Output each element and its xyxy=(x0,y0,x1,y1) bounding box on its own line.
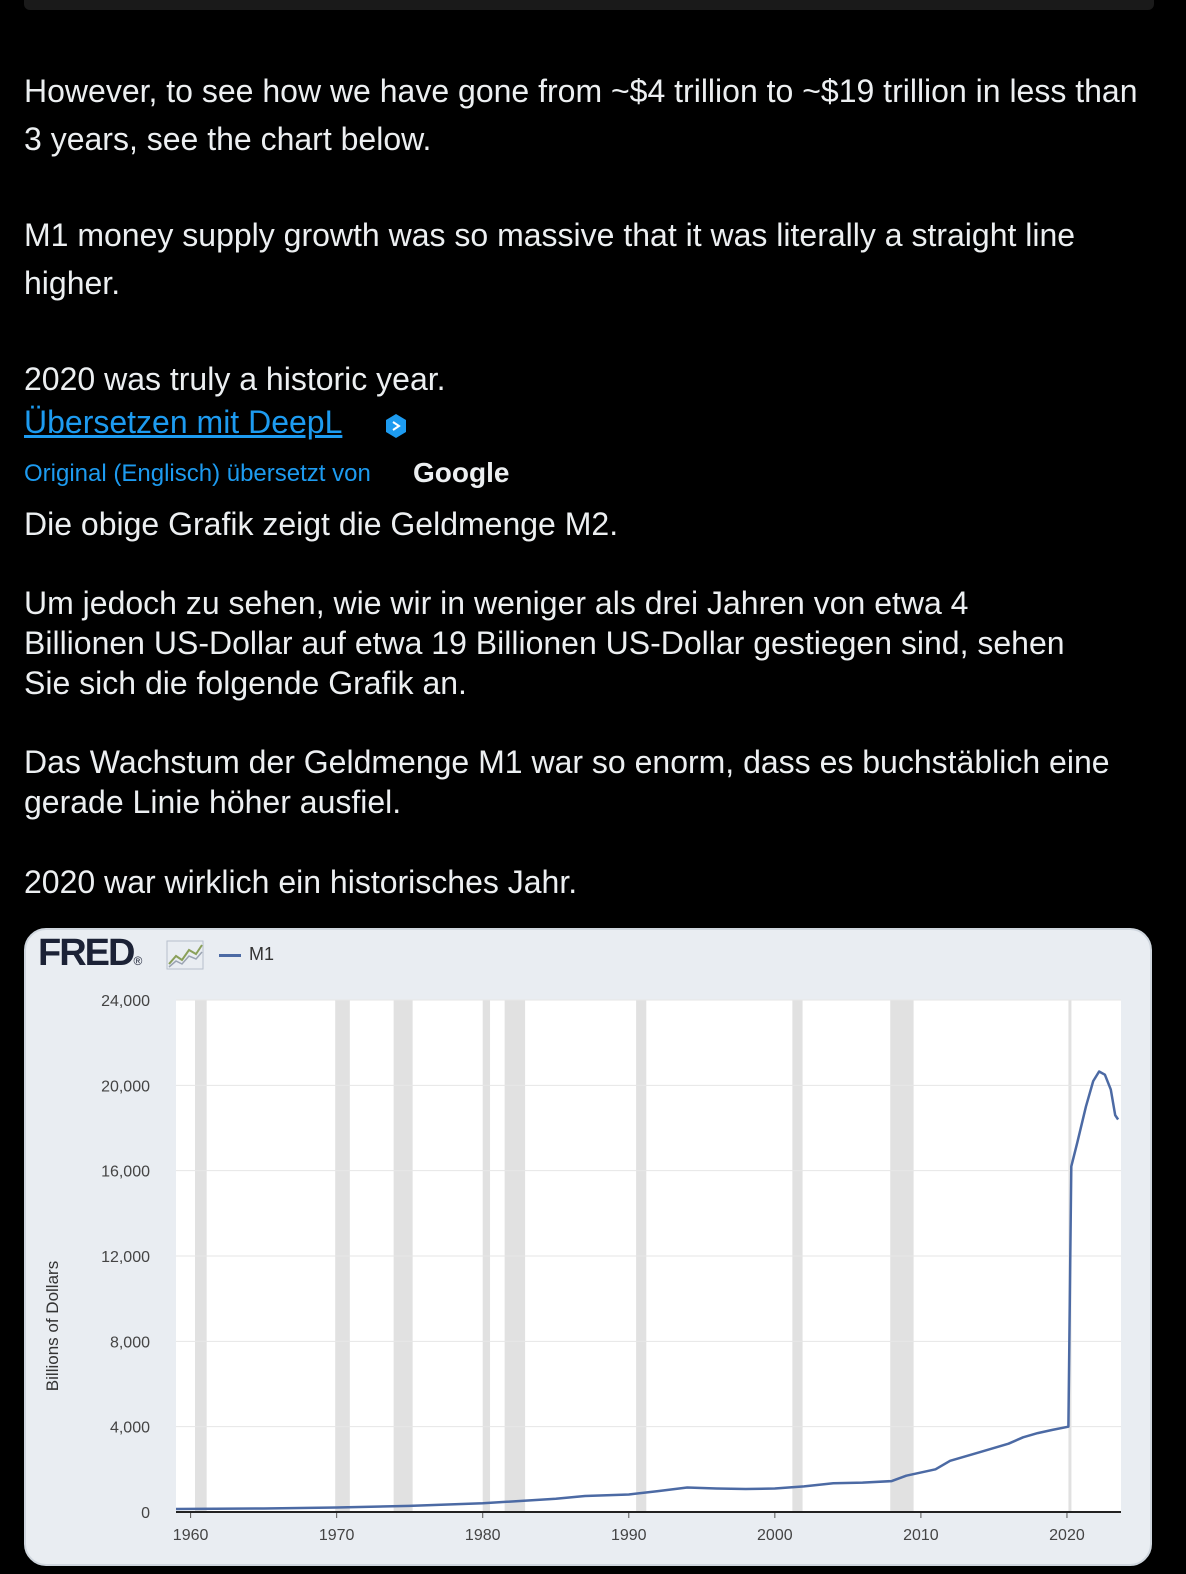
deepl-translate-link[interactable]: Übersetzen mit DeepL xyxy=(24,404,343,440)
y-tick-label: 8,000 xyxy=(109,1334,150,1352)
deepl-icon xyxy=(384,413,408,439)
translated-paragraph-2: Um jedoch zu sehen, wie wir in weniger als drei Jahren von etwa 4 Billionen US-Dollar auf etwa 19 Billionen US-Dollar gestiegen sind, sehen Sie sich die folgende Grafik an. xyxy=(24,585,1065,701)
fred-logo: FRED® xyxy=(38,932,143,974)
y-tick-label: 24,000 xyxy=(101,993,150,1010)
translated-paragraph-1: Die obige Grafik zeigt die Geldmenge M2. xyxy=(24,506,619,542)
x-tick-label: 2000 xyxy=(757,1527,793,1544)
y-tick-label: 12,000 xyxy=(101,1249,150,1266)
x-tick-label: 1960 xyxy=(172,1527,209,1544)
tweet-paragraph-1: However, to see how we have gone from ~$4 trillion to ~$19 trillion in less than 3 years, see the chart below. xyxy=(24,73,1138,157)
tweet-paragraph-3: 2020 was truly a historic year. xyxy=(24,361,446,397)
x-tick-label: 2020 xyxy=(1049,1527,1085,1544)
x-tick-label: 1980 xyxy=(464,1527,501,1544)
x-tick-label: 2010 xyxy=(903,1527,939,1544)
translated-paragraph-3: Das Wachstum der Geldmenge M1 war so enorm, dass es buchstäblich eine gerade Linie höher ausfiel. xyxy=(24,744,1110,820)
x-tick-label: 1970 xyxy=(318,1527,355,1544)
m1-line-chart xyxy=(26,930,1150,1564)
google-logo: Google xyxy=(413,457,510,488)
tweet-paragraph-2: M1 money supply growth was so massive that it was literally a straight line higher. xyxy=(24,217,1076,301)
y-axis-label: Billions of Dollars xyxy=(43,1260,62,1392)
y-tick-label: 16,000 xyxy=(101,1163,150,1181)
legend-label-m1: M1 xyxy=(249,944,275,964)
translation-note: Original (Englisch) übersetzt von xyxy=(24,460,371,487)
y-tick-label: 0 xyxy=(141,1505,150,1522)
previous-tweet-edge xyxy=(24,0,1154,10)
translated-paragraph-4: 2020 war wirklich ein historisches Jahr. xyxy=(24,864,578,900)
y-tick-label: 20,000 xyxy=(101,1078,150,1096)
chart-image[interactable] xyxy=(24,928,1152,1566)
y-tick-label: 4,000 xyxy=(109,1419,150,1437)
x-tick-label: 1990 xyxy=(610,1527,647,1544)
